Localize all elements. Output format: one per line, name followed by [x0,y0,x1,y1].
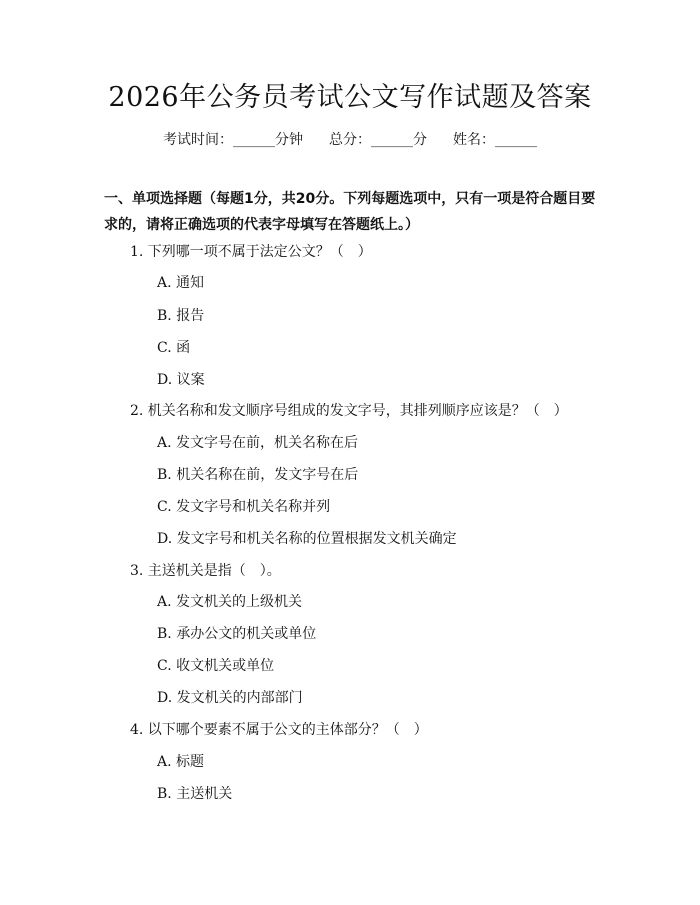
question-option: C. 收文机关或单位 [157,658,275,674]
question-option: D. 发文机关的内部部门 [157,690,303,706]
question-stem: 3. 主送机关是指（ ）。 [130,563,281,579]
question-option: B. 报告 [157,308,205,324]
question-option: C. 发文字号和机关名称并列 [157,499,331,515]
question-option: D. 发文字号和机关名称的位置根据发文机关确定 [157,531,457,547]
question-option: A. 标题 [157,754,205,770]
question-option: B. 机关名称在前，发文字号在后 [157,467,359,483]
question-option: A. 通知 [157,275,205,291]
exam-total-score: 总分：______分 [329,132,427,148]
exam-time: 考试时间：______分钟 [163,132,303,148]
question-option: A. 发文机关的上级机关 [157,594,303,610]
question-stem: 2. 机关名称和发文顺序号组成的发文字号，其排列顺序应该是？（ ） [130,403,568,419]
question-stem: 4. 以下哪个要素不属于公文的主体部分？（ ） [130,722,428,738]
question-stem: 1. 下列哪一项不属于法定公文？（ ） [130,244,372,260]
section-heading: 一、单项选择题（每题1分，共20分。下列每题选项中，只有一项是符合题目要求的，请将正确选项的代表字母填写在答题纸上。） [104,191,596,233]
examinee-name: 姓名：______ [453,132,537,148]
page-title: 2026年公务员考试公文写作试题及答案 [108,82,592,113]
exam-meta [0,128,700,152]
question-option: B. 主送机关 [157,786,233,802]
question-option: C. 函 [157,340,191,356]
question-option: D. 议案 [157,372,205,388]
question-option: A. 发文字号在前，机关名称在后 [157,435,359,451]
question-option: B. 承办公文的机关或单位 [157,626,317,642]
